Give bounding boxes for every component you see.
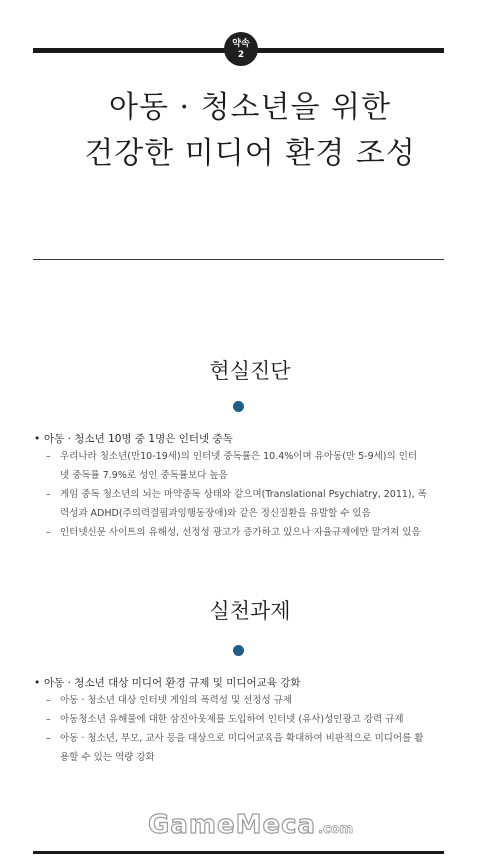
diagnosis-item: – 게임 중독 청소년의 뇌는 마약중독 상태와 같으며(Translational Psychiatry, 2011), 폭 — [32, 485, 462, 504]
svg-text:GameMeca: GameMeca — [148, 810, 317, 840]
practice-bullet: • 아동 · 청소년 대상 미디어 환경 규제 및 미디어교육 강화 — [32, 675, 462, 691]
practice-item: – 아동청소년 유해물에 대한 삼진아웃제를 도입하여 인터넷 (유사)성인광고 강력 규제 — [32, 710, 462, 729]
diagnosis-item-continued: 력성과 ADHD(주의력결핍과잉행동장애)와 같은 정신질환을 유발할 수 있음 — [60, 508, 371, 519]
practice-heading: 실천과제 — [209, 599, 291, 623]
practice-dot — [233, 645, 244, 656]
divider-rule — [33, 259, 444, 260]
diagnosis-list — [32, 431, 462, 542]
bottom-rule — [33, 851, 444, 854]
diagnosis-bullet: • 아동 · 청소년 10명 중 1명은 인터넷 중독 — [32, 431, 462, 447]
practice-item-continued: 용할 수 있는 역량 강화 — [60, 752, 155, 763]
diagnosis-item: – 우리나라 청소년(만10-19세)의 인터넷 중독률은 10.4%이며 유아동(만 5-9세)의 인터 — [32, 447, 462, 466]
practice-item: – 아동 · 청소년 대상 인터넷 게임의 폭력성 및 선정성 규제 — [32, 691, 462, 710]
title-line-2: 건강한 미디어 환경 조성 — [84, 136, 416, 171]
diagnosis-dot — [233, 401, 244, 412]
title-line-1: 아동 · 청소년을 위한 — [109, 90, 391, 125]
watermark-logo — [148, 806, 388, 842]
practice-list — [32, 675, 462, 767]
badge-number: 2 — [237, 50, 245, 60]
diagnosis-heading: 현실진단 — [209, 359, 291, 383]
pledge-badge — [224, 32, 258, 66]
page-title — [30, 85, 470, 177]
diagnosis-item: – 인터넷신문 사이트의 유해성, 선정성 광고가 증가하고 있으나 자율규제에만 맡겨져 있음 — [32, 523, 462, 542]
svg-text:.com: .com — [318, 822, 354, 837]
badge-label: 약속 — [232, 39, 250, 49]
practice-item: – 아동 · 청소년, 부모, 교사 등을 대상으로 미디어교육을 확대하여 비판적으로 미디어를 활 — [32, 729, 462, 748]
diagnosis-item-continued: 넷 중독률 7.9%로 성인 중독률보다 높음 — [60, 470, 228, 481]
